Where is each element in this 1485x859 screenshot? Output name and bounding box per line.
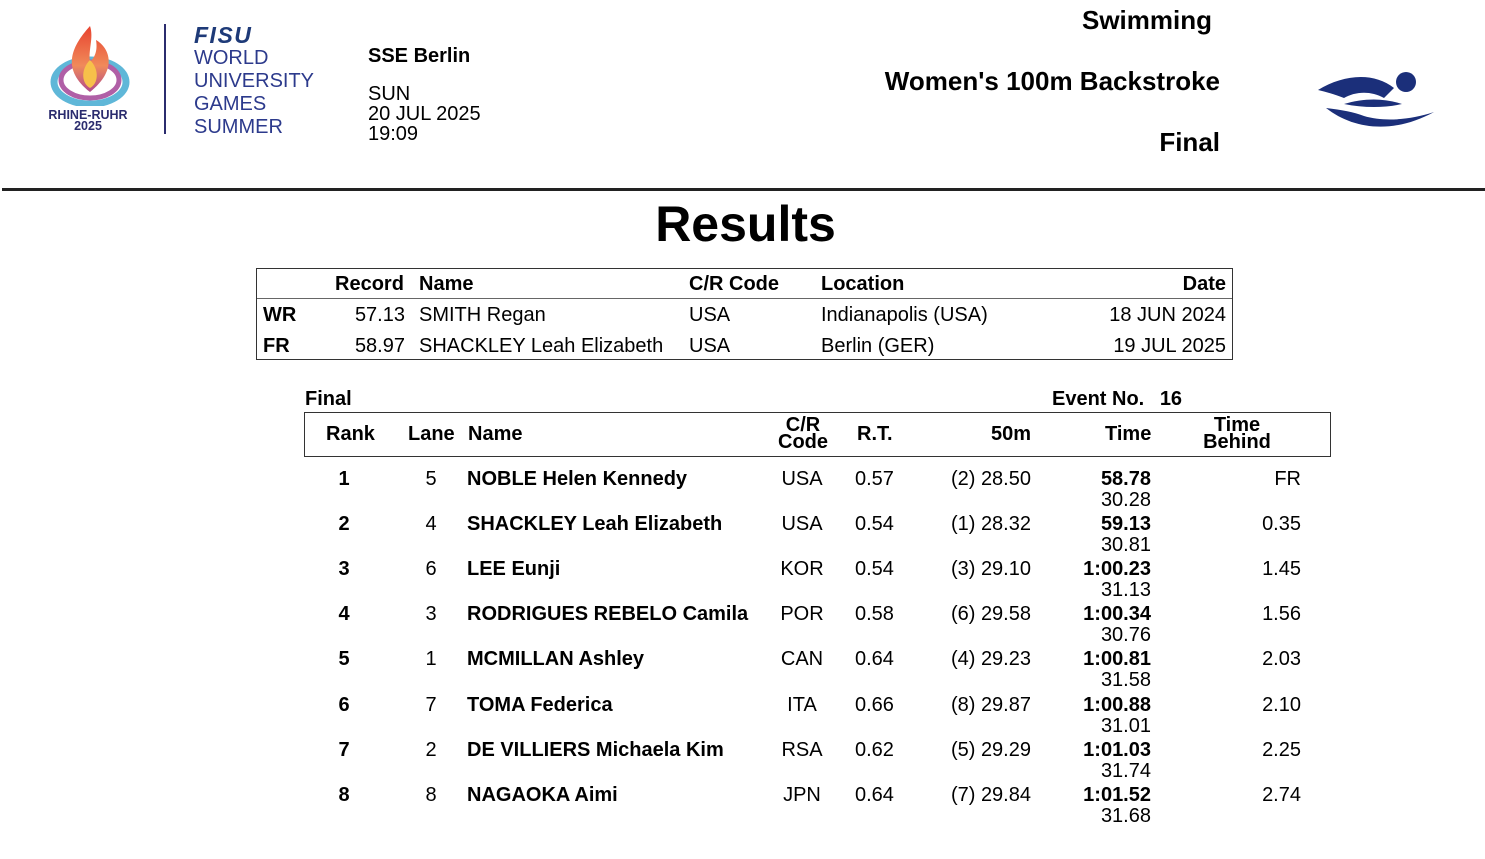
result-country-code: KOR xyxy=(780,558,824,581)
header-code-line-2: Code xyxy=(778,431,828,453)
result-rank: 6 xyxy=(338,693,350,716)
result-final-time: 1:00.34 xyxy=(1083,603,1151,626)
record-holder-name: SHACKLEY Leah Elizabeth xyxy=(419,335,664,357)
result-split-50m: (2) 28.50 xyxy=(950,468,1031,490)
result-time-behind: 0.35 xyxy=(1262,513,1301,536)
event-time: 19:09 xyxy=(368,123,419,145)
result-reaction-time: 0.57 xyxy=(855,468,894,490)
header-behind-line-2: Behind xyxy=(1203,431,1271,453)
swimmer-pictogram-icon xyxy=(1314,68,1438,134)
results-header xyxy=(304,412,1331,457)
header-reaction-time: R.T. xyxy=(857,423,893,445)
record-date: 19 JUL 2025 xyxy=(1113,335,1226,357)
result-final-time: 1:00.23 xyxy=(1083,558,1151,581)
page-title: Results xyxy=(655,196,836,252)
result-athlete-name: SHACKLEY Leah Elizabeth xyxy=(467,513,723,536)
record-time: 58.97 xyxy=(354,335,405,357)
result-lane: 7 xyxy=(425,693,437,716)
result-row xyxy=(0,694,1485,739)
header-rank: Rank xyxy=(326,423,375,445)
result-lane: 6 xyxy=(425,558,437,581)
records-header-date: Date xyxy=(1182,273,1226,295)
result-time-behind: 1.45 xyxy=(1262,558,1301,581)
result-country-code: CAN xyxy=(780,648,824,671)
event-number-label: Event No. xyxy=(1052,388,1145,410)
event-phase: Final xyxy=(1159,127,1220,157)
record-type: FR xyxy=(263,335,290,357)
result-final-time: 1:00.81 xyxy=(1083,648,1151,671)
event-number xyxy=(1052,388,1182,411)
sport-name: Swimming xyxy=(1081,5,1212,35)
result-reaction-time: 0.64 xyxy=(855,783,894,806)
result-second-split: 30.76 xyxy=(1100,624,1151,647)
result-second-split: 31.68 xyxy=(1100,804,1151,827)
result-athlete-name: LEE Eunji xyxy=(467,558,561,581)
header-rule xyxy=(2,188,1485,191)
result-lane: 4 xyxy=(425,513,437,536)
result-athlete-name: TOMA Federica xyxy=(467,693,613,716)
result-final-time: 59.13 xyxy=(1100,513,1151,536)
result-split-50m: (4) 29.23 xyxy=(950,648,1031,671)
result-rank: 5 xyxy=(338,648,350,671)
records-table xyxy=(256,268,1233,360)
result-time-behind: 2.03 xyxy=(1262,648,1301,671)
result-lane: 8 xyxy=(425,783,437,806)
result-rank: 4 xyxy=(338,603,350,626)
result-reaction-time: 0.66 xyxy=(855,693,894,716)
record-date: 18 JUN 2024 xyxy=(1109,304,1226,326)
fisu-line-4: SUMMER xyxy=(194,116,283,138)
result-row xyxy=(0,558,1485,603)
fisu-line-2: UNIVERSITY xyxy=(194,70,315,92)
record-type: WR xyxy=(263,304,297,326)
result-row xyxy=(0,513,1485,558)
records-header-location: Location xyxy=(821,273,905,295)
header-split-50m: 50m xyxy=(991,423,1032,445)
record-holder-code: USA xyxy=(689,304,731,326)
result-split-50m: (6) 29.58 xyxy=(950,603,1031,626)
result-reaction-time: 0.64 xyxy=(855,648,894,671)
host-line-1: RHINE-RUHR xyxy=(48,108,128,122)
result-lane: 2 xyxy=(425,738,437,761)
result-reaction-time: 0.58 xyxy=(855,603,894,626)
fisu-logo-mark: FISU xyxy=(194,22,253,48)
result-rank: 3 xyxy=(338,558,350,581)
result-reaction-time: 0.54 xyxy=(855,558,894,581)
result-rank: 1 xyxy=(338,468,350,490)
header-code-line-1: C/R xyxy=(785,414,821,436)
header-time-behind xyxy=(1197,414,1277,453)
result-time-behind: 2.25 xyxy=(1262,738,1301,761)
result-country-code: USA xyxy=(781,468,823,490)
venue: SSE Berlin xyxy=(368,45,471,67)
result-athlete-name: NAGAOKA Aimi xyxy=(467,783,618,806)
result-country-code: JPN xyxy=(783,783,821,806)
result-athlete-name: RODRIGUES REBELO Camila xyxy=(467,603,749,626)
result-rank: 8 xyxy=(338,783,350,806)
result-second-split: 30.81 xyxy=(1100,534,1151,557)
result-country-code: POR xyxy=(780,603,824,626)
result-row xyxy=(0,739,1485,784)
result-country-code: ITA xyxy=(787,693,817,716)
result-split-50m: (5) 29.29 xyxy=(950,738,1031,761)
fisu-line-1: WORLD xyxy=(194,47,269,69)
result-time-behind: 1.56 xyxy=(1262,603,1301,626)
record-holder-code: USA xyxy=(689,335,731,357)
header-lane: Lane xyxy=(408,423,455,445)
result-row xyxy=(0,648,1485,693)
result-row xyxy=(0,603,1485,648)
result-time-behind: 2.10 xyxy=(1262,693,1301,716)
result-second-split: 31.74 xyxy=(1100,759,1151,782)
result-second-split: 31.58 xyxy=(1100,669,1151,692)
result-row xyxy=(0,784,1485,829)
host-line-2: 2025 xyxy=(74,119,102,133)
header-behind-line-1: Time xyxy=(1213,414,1261,436)
results-phase-label: Final xyxy=(305,388,352,410)
result-second-split: 31.01 xyxy=(1100,714,1151,737)
result-second-split: 31.13 xyxy=(1100,579,1151,602)
result-row xyxy=(0,468,1485,513)
result-final-time: 1:01.52 xyxy=(1083,783,1151,806)
result-second-split: 30.28 xyxy=(1100,489,1151,511)
fisu-line-3: GAMES xyxy=(194,93,267,115)
records-header-code: C/R Code xyxy=(689,273,779,295)
header-time: Time xyxy=(1105,423,1152,445)
result-country-code: USA xyxy=(781,513,823,536)
logo-divider xyxy=(164,24,166,134)
record-location: Berlin (GER) xyxy=(821,335,935,357)
result-lane: 1 xyxy=(425,648,437,671)
result-athlete-name: DE VILLIERS Michaela Kim xyxy=(467,738,724,761)
result-split-50m: (3) 29.10 xyxy=(950,558,1031,581)
result-lane: 3 xyxy=(425,603,437,626)
result-country-code: RSA xyxy=(781,738,823,761)
event-title: Women's 100m Backstroke xyxy=(884,66,1220,96)
rhine-ruhr-flame-logo-icon xyxy=(40,22,140,106)
result-final-time: 1:01.03 xyxy=(1083,738,1151,761)
result-final-time: 58.78 xyxy=(1100,468,1151,490)
result-reaction-time: 0.54 xyxy=(855,513,894,536)
result-rank: 2 xyxy=(338,513,350,536)
header-name: Name xyxy=(468,423,523,445)
result-split-50m: (1) 28.32 xyxy=(950,513,1031,536)
records-header-record: Record xyxy=(335,273,404,295)
record-location: Indianapolis (USA) xyxy=(821,304,988,326)
result-time-behind: FR xyxy=(1274,468,1301,490)
result-rank: 7 xyxy=(338,738,350,761)
event-datetime xyxy=(368,84,481,144)
event-date: 20 JUL 2025 xyxy=(368,103,481,125)
event-day: SUN xyxy=(368,83,411,105)
result-time-behind: 2.74 xyxy=(1262,783,1301,806)
record-time: 57.13 xyxy=(354,304,405,326)
result-reaction-time: 0.62 xyxy=(855,738,894,761)
record-holder-name: SMITH Regan xyxy=(419,304,546,326)
result-athlete-name: NOBLE Helen Kennedy xyxy=(467,468,688,490)
result-split-50m: (7) 29.84 xyxy=(950,783,1031,806)
result-final-time: 1:00.88 xyxy=(1083,693,1151,716)
event-number-value: 16 xyxy=(1159,388,1183,410)
records-header-divider xyxy=(257,298,1232,299)
header-code xyxy=(771,414,835,453)
result-lane: 5 xyxy=(425,468,437,490)
result-split-50m: (8) 29.87 xyxy=(950,693,1031,716)
result-athlete-name: MCMILLAN Ashley xyxy=(467,648,645,671)
host-logo-text xyxy=(36,110,140,132)
records-header-name: Name xyxy=(419,273,474,295)
